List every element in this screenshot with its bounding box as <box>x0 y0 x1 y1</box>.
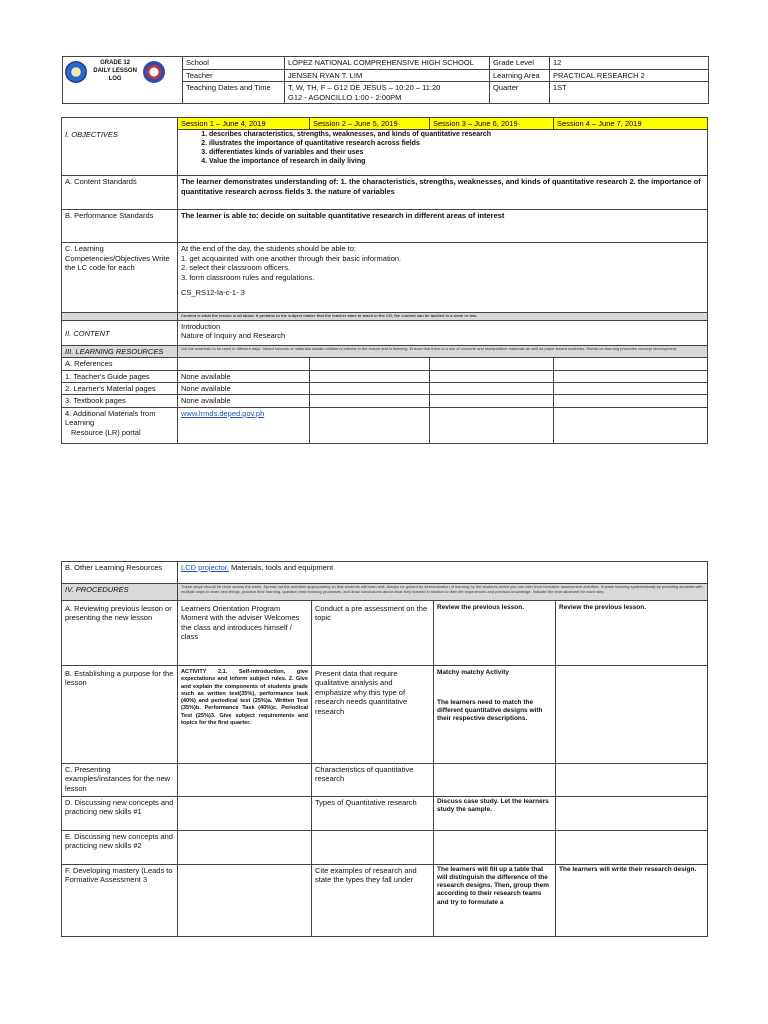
competencies-label: C. Learning Competencies/Objectives Write the LC code for each <box>62 243 178 313</box>
grade-label: Grade Level <box>490 57 550 70</box>
row-c-s2: Characteristics of quantitative research <box>312 764 434 797</box>
content-standards-label: A. Content Standards <box>62 176 178 210</box>
session-2-header: Session 2 – June 5, 2019 <box>310 118 430 130</box>
logo-text: GRADE 12 DAILY LESSON LOG <box>93 60 137 82</box>
other-resources-label: B. Other Learning Resources <box>62 562 178 584</box>
row-c-label: C. Presenting examples/instances for the new lesson <box>62 764 178 797</box>
objectives-label: I. OBJECTIVES <box>62 118 178 176</box>
dates-label: Teaching Dates and Time <box>183 82 285 104</box>
row-f-label: F. Developing mastery (Leads to Formative Assessment 3 <box>62 865 178 937</box>
lm-value: None available <box>178 383 310 395</box>
session-1-header: Session 1 – June 4, 2019 <box>178 118 310 130</box>
objectives-list <box>178 130 708 176</box>
quarter-label: Quarter <box>490 82 550 104</box>
additional-materials-label: 4. Additional Materials from Learning Resource (LR) portal <box>62 407 178 443</box>
references-label: A. References <box>62 358 178 370</box>
row-a-label: A. Reviewing previous lesson or presenting the new lesson <box>62 601 178 666</box>
teacher-value: JENSEN RYAN T. LIM <box>285 70 490 82</box>
row-f-s4: The learners will write their research design. <box>556 865 708 937</box>
lc-code: CS_RS12-Ia-c-1- 3 <box>181 287 245 297</box>
area-value: PRACTICAL RESEARCH 2 <box>550 70 709 82</box>
school-label: School <box>183 57 285 70</box>
content-standards-text: The learner demonstrates understanding of: 1. the characteristics, strengths, weaknesses, and kinds of quantitative research 2. the importance of quantitative research across fields 3. the nature of variables <box>178 176 708 210</box>
tb-label: 3. Textbook pages <box>62 395 178 407</box>
objective-item: 4. Value the importance of research in daily living <box>209 158 704 167</box>
row-e-label: E. Discussing new concepts and practicing new skills #2 <box>62 831 178 865</box>
performance-standards-label: B. Performance Standards <box>62 210 178 243</box>
row-a-s2: Conduct a pre assessment on the topic <box>312 601 434 666</box>
logo-cell <box>63 57 183 104</box>
area-label: Learning Area <box>490 70 550 82</box>
row-b-s2: Present data that require qualitative analysis and emphasize why this type of research needs quantitative research <box>312 666 434 764</box>
row-a-s3: Review the previous lesson. <box>434 601 556 666</box>
row-f-s2: Cite examples of research and state the types they fall under <box>312 865 434 937</box>
row-b-s3: Matchy matchy Activity The learners need to match the different quantitative designs with their respective descriptions. <box>434 666 556 764</box>
procedures-note: These steps should be done across the week. Spread out the activities appropriately so that students will learn well. Always be guided by demonstration of learning by the students which you can infer from formative assessment activities. Sustain learning systematically by providing students with multiple ways to learn new things, practice their learning, question their learning processes, and draw conclusions about what they learned in relation to their life experiences and previous knowledge. Indicate the time allotment for each step. <box>178 584 708 601</box>
lesson-table-2 <box>61 561 708 937</box>
competencies-text: At the end of the day, the students should be able to: 1. get acquainted with one another through their basic information. 2. select their classroom officers. 3. form classroom rules and regulations. CS_RS12-Ia-c-1- 3 <box>178 243 708 313</box>
content-label: II. CONTENT <box>62 320 178 345</box>
resources-label: III. LEARNING RESOURCES <box>62 345 178 357</box>
dates-value: T, W, TH, F – G12 DE JESUS – 10:20 – 11:20 G12 - AGONCILLO 1:00 - 2:00PM <box>285 82 490 104</box>
row-b-s4 <box>556 666 708 764</box>
lm-label: 2. Learner's Material pages <box>62 383 178 395</box>
tg-label: 1. Teacher's Guide pages <box>62 370 178 382</box>
row-f-s3: The learners will fill up a table that will distinguish the difference of the research designs. Then, group them according to their research teams and try to formulate a <box>434 865 556 937</box>
deped-seal-icon <box>65 61 87 83</box>
row-d-label: D. Discussing new concepts and practicing new skills #1 <box>62 797 178 831</box>
row-b-label: B. Establishing a purpose for the lesson <box>62 666 178 764</box>
row-b-s1: ACTIVITY 2.1. Self-introduction, give expectations and inform subject rules. 2. Give and explain the components of students grade such as written test(35%), performance task (40%) and periodical test (25%)a. Written Test (35%)b. Performance Task (40%)c. Periodical Test (25%)3. Give subject requirements and topics for the first quarter. <box>178 666 312 764</box>
procedures-label: IV. PROCEDURES <box>62 584 178 601</box>
objective-item: 2. illustrates the importance of quantitative research across fields <box>209 140 704 149</box>
school-seal-icon <box>143 61 165 83</box>
other-resources-text: LCD projector, Materials, tools and equipment <box>178 562 708 584</box>
tb-value: None available <box>178 395 310 407</box>
lesson-table-1 <box>61 117 708 444</box>
header-table <box>62 56 709 104</box>
school-value: LOPEZ NATIONAL COMPREHENSIVE HIGH SCHOOL <box>285 57 490 70</box>
content-text: Introduction Nature of Inquiry and Research <box>178 320 708 345</box>
lcd-projector-link[interactable]: LCD projector, <box>181 563 229 572</box>
session-4-header: Session 4 – June 7, 2019 <box>554 118 708 130</box>
objective-item: 3. differentiates kinds of variables and their uses <box>209 149 704 158</box>
row-a-s1: Learners Orientation Program Moment with the adviser Welcomes the class and introduces himself / class <box>178 601 312 666</box>
row-d-s3: Discuss case study. Let the learners study the sample. <box>434 797 556 831</box>
session-3-header: Session 3 – June 6, 2019 <box>430 118 554 130</box>
teacher-label: Teacher <box>183 70 285 82</box>
grade-value: 12 <box>550 57 709 70</box>
objective-item: 1. describes characteristics, strengths, weaknesses, and kinds of quantitative research <box>209 131 704 140</box>
content-note: Content is what the lesson is all about. It pertains to the subject matter that the teacher aims to teach in the CG, the content can be tackled in a week or two. <box>178 313 708 321</box>
content-note-blank <box>62 313 178 321</box>
resources-note: List the materials to be used in different days. Varied sources of materials sustain children's interest in the lesson and in learning. Ensure that there is a mix of concrete and manipulative materials as well as paper-based materials. Hands-on learning promotes concept development. <box>178 345 708 357</box>
row-d-s2: Types of Quantitative research <box>312 797 434 831</box>
row-a-s4: Review the previous lesson. <box>556 601 708 666</box>
tg-value: None available <box>178 370 310 382</box>
performance-standards-text: The learner is able to: decide on suitable quantitative research in different areas of interest <box>178 210 708 243</box>
quarter-value: 1ST <box>550 82 709 104</box>
lrmds-link[interactable]: www.lrmds.deped.gov.ph <box>181 408 265 418</box>
